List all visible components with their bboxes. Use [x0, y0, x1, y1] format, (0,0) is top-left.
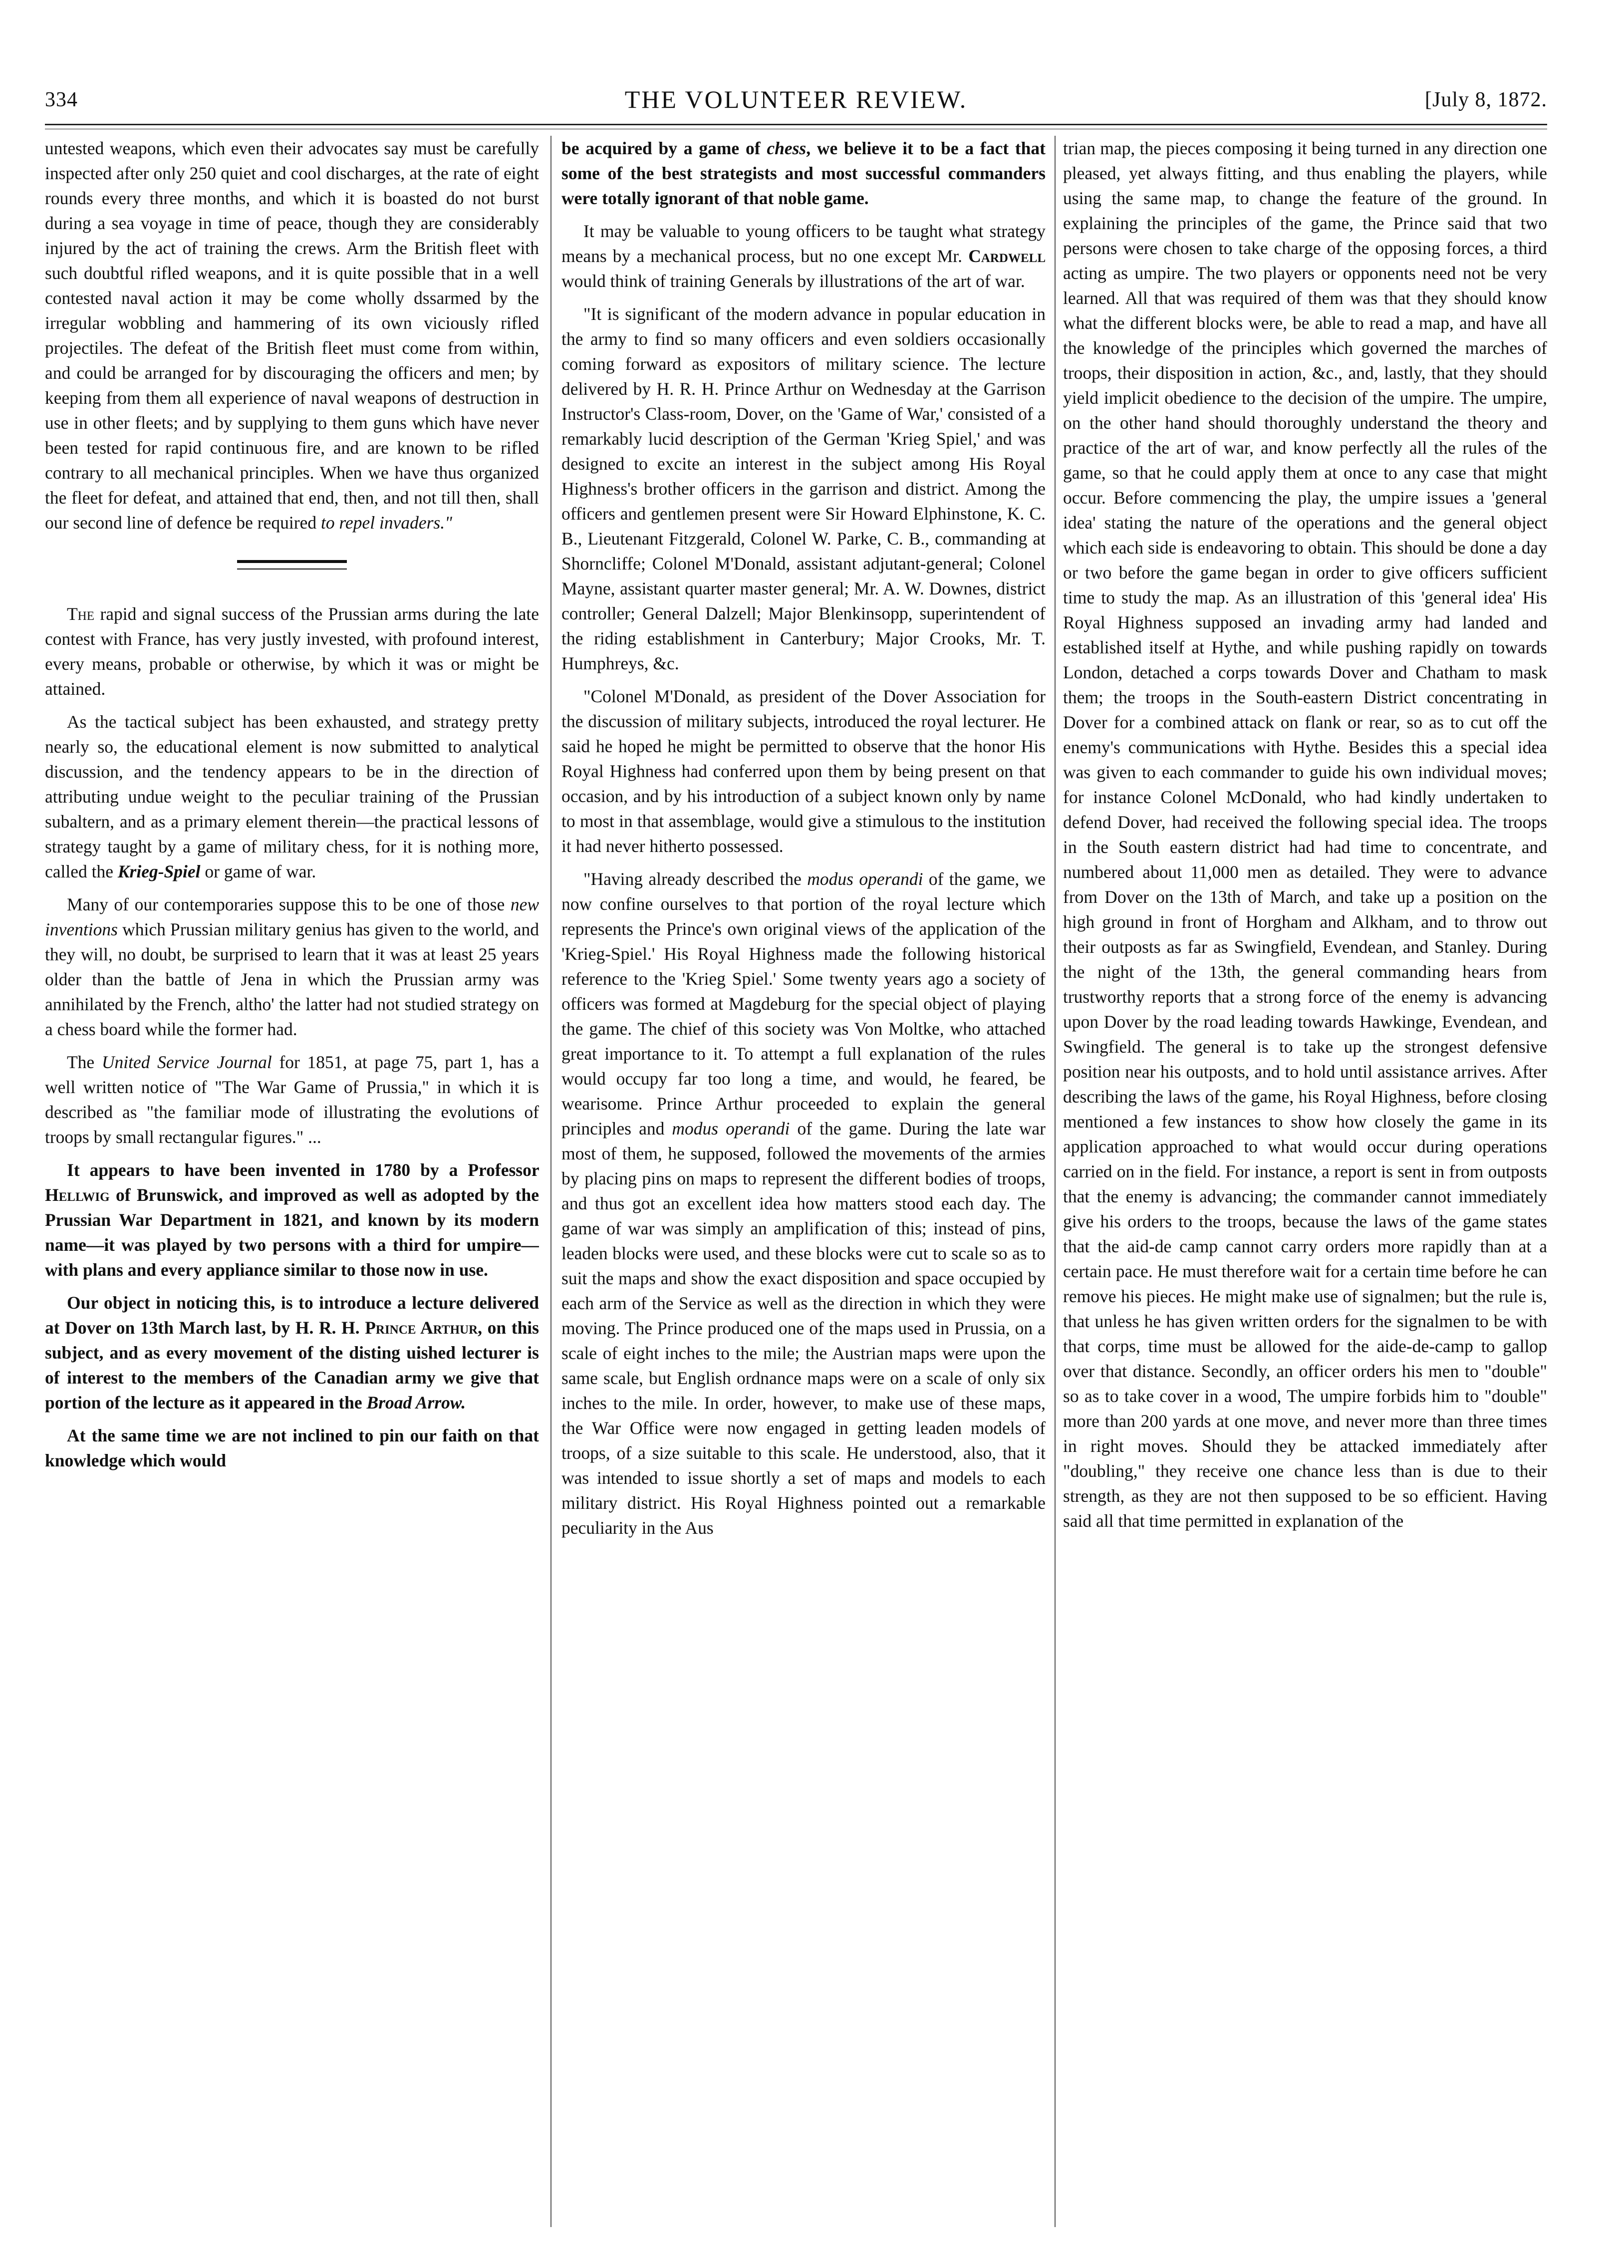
quoted-paragraph: "Having already described the modus operandi of the game, we now confine ourselves to that portion of the royal lecture which represents the Prince's own original views of the application of the 'Krieg-Spiel.' His Royal Highness made the following historical reference to the 'Krieg Spiel.' Some twenty years ago a society of officers was formed at Magdeburg for the special object of playing the game. The chief of this society was Von Moltke, who attached great importance to it. To attempt a full explanation of the rules would occupy far too long a time, and would, he feared, be wearisome. Prince Arthur proceeded to explain the general principles and modus operandi of the game. During the late war most of them, he supposed, followed the movements of the armies by placing pins on maps to represent the different bodies of troops, and thus got an excellent idea how matters stood each day. The game of war was simply an amplification of this; instead of pins, leaden blocks were used, and these blocks were cut to scale so as to suit the maps and show the exact disposition and space occupied by each arm of the Service as well as the direction in which they were moving. The Prince produced one of the maps used in Prussia, on a scale of eight inches to the mile; the Austrian maps were upon the same scale, but English ordnance maps were on a scale of only six inches to the mile. In order, however, to make use of these maps, the War Office were now engaged in getting leaden models of troops, of a size suitable to this scale. He understood, also, that it was intended to issue shortly a set of maps and models to each military district. His Royal Highness pointed out a remarkable peculiarity in the Aus	[561, 869, 1046, 1538]
article-paragraph: untested weapons, which even their advocates say must be carefully inspected after only 250 quiet and cool discharges, at the rate of eight rounds every three months, and which it is boasted do not burst during a sea voyage in time of peace, though they are considerably injured by the act of training the crews. Arm the British fleet with such doubtful rifled weapons, and it is quite possible that in a well contested naval action it may be come wholly dssarmed by the irregular wobbling and hammering of its own viciously rifled projectiles. The defeat of the British fleet must come from within, and could be arranged for by discouraging the officers and men; by keeping from them all experience of naval weapons of destruction in use in other fleets; and by supplying to them guns which have never been tested for rapid continuous fire, and are known to be rifled contrary to all mechanical principles. When we have thus organized the fleet for defeat, and attained that end, then, and not till then, shall our second line of defence be required to repel invaders."	[45, 138, 539, 533]
article-paragraph: The rapid and signal success of the Prussian arms during the late contest with France, has very justly invested, with profound interest, every means, probable or otherwise, by which it was or might be attained.	[45, 604, 539, 699]
quoted-paragraph: "Colonel M'Donald, as president of the Dover Association for the discussion of military subjects, introduced the royal lecturer. He said he hoped he might be permitted to observe that the honor His Royal Highness had conferred upon them by being present on that occasion, and by his introduction of a subject known only by name to most in that assemblage, would give a stimulous to the institution it had never hitherto possessed.	[561, 686, 1046, 856]
page-header	[45, 85, 1547, 125]
article-paragraph: be acquired by a game of chess, we believe it to be a fact that some of the best strategists and most successful commanders were totally ignorant of that noble game.	[561, 138, 1046, 208]
masthead-title: THE VOLUNTEER REVIEW.	[624, 85, 968, 113]
page-number: 334	[45, 88, 78, 111]
article-paragraph: The United Service Journal for 1851, at page 75, part 1, has a well written notice of "The War Game of Prussia," in which it is described as "the familiar mode of illustrating the evolutions of troops by small rectangular figures." ...	[45, 1052, 539, 1147]
column-1	[45, 136, 539, 2232]
quoted-paragraph: trian map, the pieces composing it being turned in any direction one pleased, yet always fitting, and thus enabling the players, while using the same map, to change the feature of the ground. In explaining the principles of the game, the Prince said that two persons were chosen to take charge of the opposing forces, a third acting as umpire. The two players or opponents need not be very learned. All that was required of them was that they should know what the different blocks were, be able to read a map, and have all the knowledge of the principles which governed the marches of troops, their disposition in action, &c., and, lastly, that they should yield implicit obedience to the decision of the umpire. The umpire, on the other hand should thoroughly understand the theory and practice of the art of war, and know perfectly all the rules of the game, so that he could apply them at once to any case that might occur. Before commencing the play, the umpire issues a 'general idea' stating the nature of the operations and the general object which each side is endeavoring to obtain. This should be done a day or two before the game began in order to give officers sufficient time to study the map. As an illustration of this 'general idea' His Royal Highness supposed an invading army had landed and established itself at Hythe, and while pushing rapidly on towards London, detached a corps towards Dover and Chatham to mask them; the troops in the South-eastern District concentrating in Dover for a combined attack on flank or rear, so as to cut off the enemy's communications with Hythe. Besides this a special idea was given to each commander to guide his own individual moves; for instance Colonel McDonald, who had kindly undertaken to defend Dover, had received the following special idea. The troops in the South eastern district had had time to concentrate, and numbered about 11,000 men as detailed. They were to advance from Dover on the 13th of March, and take up a position on the high ground in front of Horgham and Alkham, and to throw out their outposts as far as Swingfield, Evendean, and Stanley. During the night of the 13th, the general commanding hears from trustworthy reports that a strong force of the enemy is advancing upon Dover by the road leading towards Hawkinge, Evendean, and Swingfield. The general is to take up the strongest defensive position near his outposts, and to hold until assistance arrives. After describing the laws of the game, his Royal Highness, before closing mentioned a few instances to show how closely the game in its application approached to what would occur during operations carried on in the field. For instance, a report is sent in from outposts that the enemy is advancing; the commander cannot immediately give his orders to the troops, because the laws of the game states that the aid-de camp cannot carry orders more rapidly than at a certain pace. He must therefore wait for a certain time before he can remove his pieces. He might make use of signalmen; but the rule is, that unless he has given written orders for the signalmen to be with that corps, time must be allowed for the aide-de-camp to gallop over that distance. Secondly, an officer orders his men to "double" so as to take cover in a wood, The umpire forbids him to "double" more than 200 yards at one move, and never more than three times in right moves. Should they be attacked immediately after "doubling," they receive one chance less than is due to their strength, as they are not then supposed to be so efficient. Having said all that time permitted in explanation of the	[1063, 138, 1547, 1531]
article-paragraph: Our object in noticing this, is to introduce a lecture delivered at Dover on 13th March last, by H. R. H. Prince Arthur, on this subject, and as every movement of the disting uished lecturer is of interest to the members of the Canadian army we give that portion of the lecture as it appeared in the Broad Arrow.	[45, 1293, 539, 1413]
article-paragraph: Many of our contemporaries suppose this to be one of those new inventions which Prussian military genius has given to the world, and they will, no doubt, be surprised to learn that it was at least 25 years older than the battle of Jena in which the Prussian army was annihilated by the French, altho' the latter had not studied strategy on a chess board while the former had.	[45, 894, 539, 1039]
column-divider	[550, 136, 551, 2227]
article-paragraph: As the tactical subject has been exhausted, and strategy pretty nearly so, the educational element is now submitted to analytical discussion, and the tendency appears to be in the direction of attributing undue weight to the peculiar training of the Prussian subaltern, and as a primary element therein—the practical lessons of strategy taught by a game of military chess, for it is nothing more, called the Krieg-Spiel or game of war.	[45, 712, 539, 881]
article-paragraph: It appears to have been invented in 1780 by a Professor Hellwig of Brunswick, and improved as well as adopted by the Prussian War Department in 1821, and known by its modern name—it was played by two persons with a third for umpire—with plans and every appliance similar to those now in use.	[45, 1160, 539, 1280]
column-divider	[1055, 136, 1056, 2227]
section-separator	[237, 560, 347, 569]
article-paragraph: At the same time we are not inclined to pin our faith on that knowledge which would	[45, 1425, 539, 1470]
column-2	[561, 136, 1046, 2232]
header-rule-thick	[45, 124, 1547, 125]
column-3	[1063, 136, 1547, 2232]
article-paragraph: It may be valuable to young officers to be taught what strategy means by a mechanical process, but no one except Mr. Cardwell would think of training Generals by illustrations of the art of war.	[561, 221, 1046, 291]
issue-date: [July 8, 1872.	[1425, 88, 1547, 111]
quoted-paragraph: "It is significant of the modern advance in popular education in the army to find so many officers and even soldiers occasionally coming forward as expositors of military science. The lecture delivered by H. R. H. Prince Arthur on Wednesday at the Garrison Instructor's Class-room, Dover, on the 'Game of War,' consisted of a remarkably lucid description of the German 'Krieg Spiel,' and was designed to excite an interest in the subject among His Royal Highness's brother officers in the garrison and district. Among the officers and gentlemen present were Sir Howard Elphinstone, K. C. B., Lieutenant Fitzgerald, Colonel W. Parke, C. B., commanding at Shorncliffe; Colonel M'Donald, assistant adjutant-general; Colonel Mayne, assistant quarter master general; Mr. A. W. Downes, district controller; General Dalzell; Major Blenkinsopp, superintendent of the riding establishment in Canterbury; Major Crooks, Mr. T. Humphreys, &c.	[561, 304, 1046, 673]
